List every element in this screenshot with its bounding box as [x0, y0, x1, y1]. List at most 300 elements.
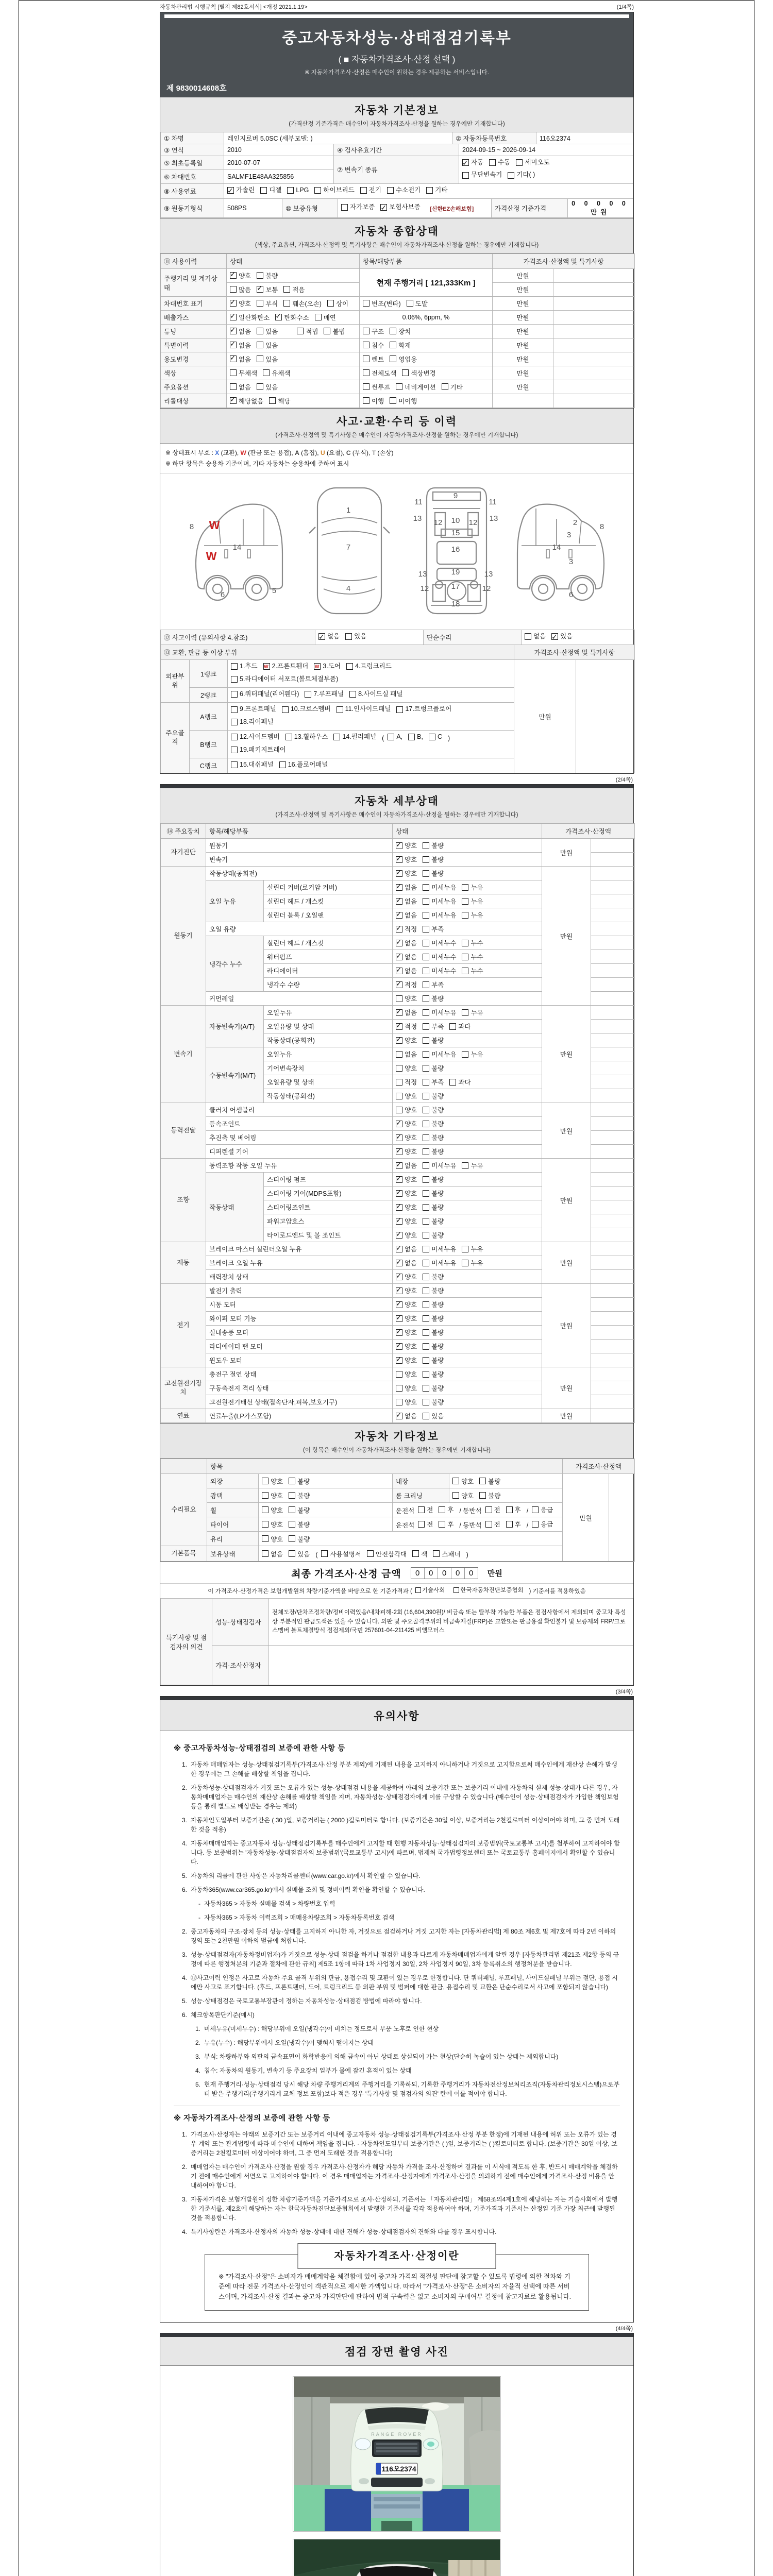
checkbox-option[interactable]: [525, 631, 546, 642]
checkbox-icon[interactable]: [231, 747, 238, 753]
checkbox-option[interactable]: [423, 1286, 444, 1295]
checkbox-option[interactable]: [462, 1161, 483, 1170]
checkbox-option[interactable]: [262, 1477, 283, 1486]
checkbox-checked-icon[interactable]: [396, 842, 402, 849]
checkbox-option[interactable]: [396, 1008, 417, 1017]
overall-row-price-extra[interactable]: [553, 352, 635, 366]
checkbox-option[interactable]: [423, 1216, 444, 1226]
detail-price-extra[interactable]: [591, 1381, 635, 1395]
checkbox-icon[interactable]: [449, 1079, 456, 1086]
checkbox-checked-icon[interactable]: [396, 1162, 402, 1169]
checkbox-icon[interactable]: [257, 355, 263, 362]
checkbox-option[interactable]: [508, 170, 535, 180]
checkbox-option[interactable]: [412, 1549, 427, 1558]
checkbox-icon[interactable]: [423, 1023, 429, 1030]
checkbox-icon[interactable]: [263, 369, 270, 376]
checkbox-icon[interactable]: [396, 1065, 402, 1072]
checkbox-option[interactable]: [423, 1272, 444, 1281]
checkbox-icon[interactable]: [442, 383, 448, 390]
checkbox-icon[interactable]: [423, 1148, 429, 1155]
checkbox-option[interactable]: [333, 732, 376, 742]
checkbox-option[interactable]: [423, 938, 456, 947]
checkbox-option[interactable]: [532, 1505, 553, 1514]
checkbox-icon[interactable]: [423, 1065, 429, 1072]
checkbox-icon[interactable]: [462, 1009, 468, 1016]
checkbox-option[interactable]: [423, 980, 444, 989]
checkbox-icon[interactable]: [423, 1357, 429, 1364]
checkbox-icon[interactable]: [283, 286, 290, 293]
checkbox-option[interactable]: [485, 1505, 500, 1514]
checkbox-icon[interactable]: [333, 734, 340, 740]
checkbox-icon[interactable]: [433, 1550, 440, 1557]
detail-price-extra[interactable]: [591, 950, 635, 964]
detail-price-extra[interactable]: [591, 922, 635, 936]
checkbox-option[interactable]: [396, 1105, 417, 1114]
checkbox-option[interactable]: [418, 1519, 433, 1529]
checkbox-checked-icon[interactable]: [462, 159, 469, 166]
detail-price-extra[interactable]: [591, 1326, 635, 1340]
checkbox-checked-icon[interactable]: [230, 272, 237, 279]
detail-price-extra[interactable]: [591, 853, 635, 867]
checkbox-option[interactable]: [396, 938, 417, 947]
detail-price-extra[interactable]: [591, 1020, 635, 1033]
detail-price-extra[interactable]: [591, 1047, 635, 1061]
checkbox-option[interactable]: [396, 1091, 417, 1100]
checkbox-icon[interactable]: [423, 842, 429, 849]
checkbox-option[interactable]: [396, 1036, 417, 1045]
checkbox-option[interactable]: [396, 1063, 417, 1073]
checkbox-option[interactable]: [390, 396, 417, 405]
checkbox-option[interactable]: [396, 869, 417, 878]
checkbox-icon[interactable]: [287, 187, 294, 194]
checkbox-option[interactable]: [442, 382, 463, 392]
checkbox-icon[interactable]: [423, 1329, 429, 1336]
checkbox-icon[interactable]: [231, 691, 238, 698]
checkbox-option[interactable]: [423, 1383, 444, 1393]
checkbox-icon[interactable]: [423, 1274, 429, 1280]
checkbox-checked-icon[interactable]: [396, 954, 402, 960]
checkbox-icon[interactable]: [231, 663, 238, 670]
checkbox-icon[interactable]: [390, 328, 396, 334]
checkbox-icon[interactable]: [363, 300, 369, 307]
checkbox-option[interactable]: [396, 1119, 417, 1128]
checkbox-option[interactable]: [337, 704, 391, 715]
checkbox-checked-icon[interactable]: [230, 314, 237, 320]
checkbox-option[interactable]: [231, 744, 286, 755]
checkbox-icon[interactable]: [423, 1093, 429, 1099]
checkbox-option[interactable]: [396, 1272, 417, 1281]
checkbox-option[interactable]: [363, 354, 384, 364]
checkbox-icon[interactable]: [532, 1506, 539, 1513]
checkbox-option[interactable]: [230, 313, 270, 322]
checkbox-option[interactable]: [396, 855, 417, 864]
checkbox-icon[interactable]: [257, 342, 263, 348]
checkbox-option[interactable]: [433, 1549, 460, 1558]
detail-price-extra[interactable]: [591, 1367, 635, 1381]
checkbox-option[interactable]: [269, 396, 290, 405]
checkbox-option[interactable]: [396, 1411, 417, 1420]
checkbox-icon[interactable]: [423, 884, 429, 891]
checkbox-icon[interactable]: [423, 1260, 429, 1266]
checkbox-icon[interactable]: [396, 1371, 402, 1378]
checkbox-option[interactable]: [318, 631, 340, 642]
checkbox-option[interactable]: [231, 732, 280, 742]
checkbox-icon[interactable]: [289, 1550, 295, 1557]
checkbox-option[interactable]: [407, 299, 428, 308]
checkbox-icon[interactable]: [345, 633, 352, 640]
checkbox-icon[interactable]: [423, 1121, 429, 1127]
checkbox-option[interactable]: [363, 396, 384, 405]
checkbox-w-marked-icon[interactable]: [263, 663, 270, 670]
checkbox-option[interactable]: [423, 1049, 456, 1059]
checkbox-option[interactable]: [231, 689, 299, 700]
checkbox-option[interactable]: [396, 1230, 417, 1240]
checkbox-option[interactable]: [423, 1397, 444, 1406]
checkbox-option[interactable]: [390, 341, 411, 350]
checkbox-checked-icon[interactable]: [396, 1121, 402, 1127]
checkbox-option[interactable]: [396, 1216, 417, 1226]
checkbox-option[interactable]: [289, 1549, 310, 1558]
checkbox-option[interactable]: [423, 883, 456, 892]
checkbox-option[interactable]: [489, 157, 510, 168]
overall-row-price-extra[interactable]: [553, 366, 635, 380]
checkbox-option[interactable]: [396, 994, 417, 1003]
checkbox-option[interactable]: [275, 313, 309, 322]
detail-price-extra[interactable]: [591, 992, 635, 1006]
checkbox-option[interactable]: [412, 1586, 445, 1594]
checkbox-option[interactable]: [462, 157, 483, 168]
checkbox-option[interactable]: [423, 869, 444, 878]
checkbox-option[interactable]: [423, 1189, 444, 1198]
checkbox-icon[interactable]: [327, 300, 334, 307]
checkbox-icon[interactable]: [423, 912, 429, 919]
checkbox-option[interactable]: [439, 1505, 453, 1514]
checkbox-icon[interactable]: [363, 397, 369, 404]
checkbox-icon[interactable]: [423, 1009, 429, 1016]
checkbox-checked-icon[interactable]: [230, 355, 237, 362]
checkbox-option[interactable]: [479, 1477, 500, 1486]
checkbox-option[interactable]: [396, 952, 417, 961]
checkbox-option[interactable]: [289, 1491, 310, 1500]
checkbox-icon[interactable]: [423, 995, 429, 1002]
checkbox-option[interactable]: [263, 368, 290, 378]
checkbox-icon[interactable]: [423, 1218, 429, 1225]
checkbox-checked-icon[interactable]: [396, 1343, 402, 1350]
checkbox-icon[interactable]: [231, 719, 238, 725]
checkbox-option[interactable]: [423, 1342, 444, 1351]
checkbox-icon[interactable]: [462, 1260, 468, 1266]
checkbox-icon[interactable]: [349, 691, 356, 698]
checkbox-icon[interactable]: [285, 734, 292, 740]
checkbox-option[interactable]: [462, 170, 502, 180]
checkbox-option[interactable]: [429, 732, 442, 742]
checkbox-icon[interactable]: [360, 187, 367, 194]
detail-price-extra[interactable]: [591, 1242, 635, 1256]
detail-price-extra[interactable]: [591, 1131, 635, 1145]
checkbox-icon[interactable]: [231, 676, 238, 683]
checkbox-option[interactable]: [230, 341, 251, 350]
checkbox-option[interactable]: [257, 299, 278, 308]
checkbox-icon[interactable]: [231, 734, 238, 740]
checkbox-icon[interactable]: [341, 204, 348, 211]
checkbox-option[interactable]: [297, 327, 318, 336]
checkbox-option[interactable]: [423, 1133, 444, 1142]
checkbox-icon[interactable]: [315, 314, 322, 320]
detail-price-extra[interactable]: [591, 1075, 635, 1089]
overall-row-price-extra[interactable]: [553, 394, 635, 408]
checkbox-icon[interactable]: [462, 940, 468, 946]
checkbox-option[interactable]: [263, 661, 309, 672]
checkbox-icon[interactable]: [230, 383, 237, 390]
checkbox-icon[interactable]: [390, 342, 396, 348]
checkbox-option[interactable]: [423, 1202, 444, 1212]
detail-price-extra[interactable]: [591, 1200, 635, 1214]
checkbox-option[interactable]: [423, 1063, 444, 1073]
checkbox-icon[interactable]: [489, 159, 496, 166]
checkbox-icon[interactable]: [407, 300, 413, 307]
checkbox-option[interactable]: [262, 1520, 283, 1529]
checkbox-option[interactable]: [231, 717, 274, 727]
checkbox-icon[interactable]: [289, 1478, 295, 1484]
checkbox-checked-icon[interactable]: [230, 342, 237, 348]
checkbox-icon[interactable]: [257, 272, 263, 279]
checkbox-icon[interactable]: [423, 898, 429, 905]
checkbox-option[interactable]: [452, 1477, 474, 1486]
checkbox-option[interactable]: [283, 299, 322, 308]
detail-price-extra[interactable]: [591, 1103, 635, 1117]
detail-price-extra[interactable]: [591, 1187, 635, 1200]
checkbox-option[interactable]: [230, 299, 251, 308]
checkbox-option[interactable]: [423, 1244, 456, 1253]
checkbox-checked-icon[interactable]: [380, 204, 387, 211]
checkbox-option[interactable]: [423, 924, 444, 934]
checkbox-option[interactable]: [227, 185, 255, 196]
checkbox-checked-icon[interactable]: [396, 1329, 402, 1336]
checkbox-option[interactable]: [423, 1077, 444, 1087]
checkbox-icon[interactable]: [412, 1550, 419, 1557]
checkbox-option[interactable]: [423, 1147, 444, 1156]
detail-price-extra[interactable]: [591, 1061, 635, 1075]
checkbox-checked-icon[interactable]: [396, 1023, 402, 1030]
checkbox-checked-icon[interactable]: [227, 187, 234, 194]
detail-price-extra[interactable]: [591, 964, 635, 978]
detail-price-extra[interactable]: [591, 1340, 635, 1353]
checkbox-icon[interactable]: [423, 1107, 429, 1113]
detail-price-extra[interactable]: [591, 1312, 635, 1326]
checkbox-option[interactable]: [396, 1300, 417, 1309]
checkbox-option[interactable]: [423, 1328, 444, 1337]
detail-price-extra[interactable]: [591, 936, 635, 950]
checkbox-checked-icon[interactable]: [230, 328, 237, 334]
checkbox-option[interactable]: [396, 1355, 417, 1365]
checkbox-checked-icon[interactable]: [396, 1260, 402, 1266]
checkbox-icon[interactable]: [262, 1521, 268, 1528]
checkbox-icon[interactable]: [423, 870, 429, 877]
checkbox-option[interactable]: [449, 1077, 470, 1087]
overall-row-price-extra[interactable]: [553, 325, 635, 338]
checkbox-checked-icon[interactable]: [396, 1218, 402, 1225]
checkbox-icon[interactable]: [262, 1535, 268, 1542]
checkbox-option[interactable]: [257, 341, 278, 350]
checkbox-option[interactable]: [230, 368, 257, 378]
checkbox-option[interactable]: [396, 1147, 417, 1156]
checkbox-option[interactable]: [423, 855, 444, 864]
checkbox-icon[interactable]: [423, 1413, 429, 1419]
checkbox-checked-icon[interactable]: [551, 633, 558, 640]
checkbox-option[interactable]: [423, 1411, 444, 1420]
checkbox-option[interactable]: [257, 271, 278, 280]
checkbox-option[interactable]: [396, 1258, 417, 1267]
checkbox-option[interactable]: [423, 1258, 456, 1267]
checkbox-icon[interactable]: [390, 397, 396, 404]
checkbox-icon[interactable]: [390, 355, 396, 362]
checkbox-option[interactable]: [305, 689, 344, 700]
detail-price-extra[interactable]: [591, 1214, 635, 1228]
checkbox-option[interactable]: [423, 1091, 444, 1100]
checkbox-icon[interactable]: [230, 286, 237, 293]
checkbox-icon[interactable]: [321, 1550, 328, 1557]
checkbox-option[interactable]: [396, 1189, 417, 1198]
checkbox-icon[interactable]: [439, 1521, 445, 1528]
checkbox-icon[interactable]: [506, 1521, 513, 1528]
checkbox-icon[interactable]: [423, 1399, 429, 1405]
checkbox-icon[interactable]: [363, 369, 369, 376]
checkbox-option[interactable]: [262, 1549, 283, 1558]
checkbox-option[interactable]: [462, 883, 483, 892]
checkbox-icon[interactable]: [314, 187, 321, 194]
checkbox-icon[interactable]: [257, 383, 263, 390]
checkbox-icon[interactable]: [423, 954, 429, 960]
detail-price-extra[interactable]: [591, 1145, 635, 1159]
checkbox-option[interactable]: [387, 185, 421, 196]
checkbox-option[interactable]: [324, 327, 345, 336]
checkbox-option[interactable]: [230, 271, 251, 280]
checkbox-icon[interactable]: [402, 369, 409, 376]
checkbox-icon[interactable]: [396, 383, 402, 390]
checkbox-icon[interactable]: [297, 328, 304, 334]
checkbox-checked-icon[interactable]: [396, 898, 402, 905]
checkbox-option[interactable]: [396, 1022, 417, 1031]
checkbox-icon[interactable]: [532, 1521, 539, 1528]
checkbox-icon[interactable]: [423, 1134, 429, 1141]
overall-row-price-extra[interactable]: [553, 380, 635, 394]
checkbox-option[interactable]: [314, 661, 341, 672]
checkbox-option[interactable]: [423, 952, 456, 961]
detail-price-extra[interactable]: [591, 880, 635, 894]
checkbox-option[interactable]: [346, 661, 392, 672]
checkbox-option[interactable]: [396, 841, 417, 850]
checkbox-icon[interactable]: [462, 884, 468, 891]
checkbox-option[interactable]: [396, 1369, 417, 1379]
checkbox-icon[interactable]: [363, 383, 369, 390]
checkbox-option[interactable]: [327, 299, 348, 308]
checkbox-icon[interactable]: [423, 1246, 429, 1252]
checkbox-icon[interactable]: [415, 1587, 421, 1593]
checkbox-icon[interactable]: [305, 691, 311, 698]
detail-price-extra[interactable]: [591, 1298, 635, 1312]
checkbox-option[interactable]: [423, 1300, 444, 1309]
checkbox-option[interactable]: [396, 1077, 417, 1087]
checkbox-icon[interactable]: [462, 912, 468, 919]
detail-price-extra[interactable]: [591, 1284, 635, 1298]
checkbox-option[interactable]: [462, 952, 483, 961]
detail-price-extra[interactable]: [591, 1006, 635, 1020]
checkbox-option[interactable]: [462, 1258, 483, 1267]
checkbox-option[interactable]: [426, 185, 447, 196]
checkbox-option[interactable]: [363, 327, 384, 336]
checkbox-icon[interactable]: [423, 856, 429, 863]
checkbox-icon[interactable]: [260, 187, 267, 194]
checkbox-icon[interactable]: [396, 1079, 402, 1086]
checkbox-option[interactable]: [396, 883, 417, 892]
checkbox-option[interactable]: [423, 1119, 444, 1128]
checkbox-icon[interactable]: [387, 187, 394, 194]
detail-price-extra[interactable]: [591, 908, 635, 922]
checkbox-option[interactable]: [388, 732, 402, 742]
checkbox-icon[interactable]: [423, 1162, 429, 1169]
other-price-extra[interactable]: [609, 1474, 635, 1562]
checkbox-option[interactable]: [396, 1328, 417, 1337]
detail-price-extra[interactable]: [591, 1159, 635, 1173]
checkbox-icon[interactable]: [423, 1204, 429, 1211]
detail-price-extra[interactable]: [591, 1395, 635, 1409]
detail-price-extra[interactable]: [591, 1228, 635, 1242]
checkbox-icon[interactable]: [452, 1492, 459, 1499]
checkbox-icon[interactable]: [485, 1506, 492, 1513]
checkbox-option[interactable]: [231, 759, 274, 770]
checkbox-icon[interactable]: [396, 995, 402, 1002]
checkbox-option[interactable]: [396, 1397, 417, 1406]
checkbox-option[interactable]: [423, 896, 456, 906]
checkbox-option[interactable]: [390, 354, 417, 364]
checkbox-option[interactable]: [396, 1161, 417, 1170]
detail-price-extra[interactable]: [591, 1353, 635, 1367]
detail-price-extra[interactable]: [591, 1409, 635, 1423]
checkbox-option[interactable]: [390, 327, 411, 336]
checkbox-option[interactable]: [396, 896, 417, 906]
checkbox-option[interactable]: [396, 980, 417, 989]
checkbox-option[interactable]: [551, 631, 573, 642]
detail-price-extra[interactable]: [591, 1270, 635, 1284]
checkbox-checked-icon[interactable]: [275, 314, 282, 320]
checkbox-icon[interactable]: [423, 940, 429, 946]
checkbox-option[interactable]: [423, 1105, 444, 1114]
checkbox-option[interactable]: [423, 1161, 456, 1170]
checkbox-option[interactable]: [532, 1519, 553, 1529]
checkbox-option[interactable]: [396, 1202, 417, 1212]
checkbox-icon[interactable]: [396, 1399, 402, 1405]
checkbox-option[interactable]: [287, 185, 309, 196]
overall-row-price-extra[interactable]: [553, 311, 635, 325]
checkbox-icon[interactable]: [388, 734, 394, 740]
checkbox-option[interactable]: [262, 1491, 283, 1500]
checkbox-option[interactable]: [279, 759, 328, 770]
checkbox-icon[interactable]: [423, 1190, 429, 1197]
checkbox-icon[interactable]: [289, 1535, 295, 1542]
overall-row-price-extra[interactable]: [553, 338, 635, 352]
checkbox-option[interactable]: [439, 1519, 453, 1529]
checkbox-icon[interactable]: [262, 1550, 268, 1557]
checkbox-icon[interactable]: [231, 761, 238, 768]
checkbox-icon[interactable]: [262, 1506, 268, 1513]
checkbox-icon[interactable]: [423, 1079, 429, 1086]
checkbox-icon[interactable]: [479, 1492, 486, 1499]
checkbox-option[interactable]: [257, 354, 278, 364]
checkbox-option[interactable]: [423, 1314, 444, 1323]
checkbox-icon[interactable]: [423, 1037, 429, 1044]
checkbox-option[interactable]: [462, 1008, 483, 1017]
checkbox-icon[interactable]: [508, 172, 514, 179]
